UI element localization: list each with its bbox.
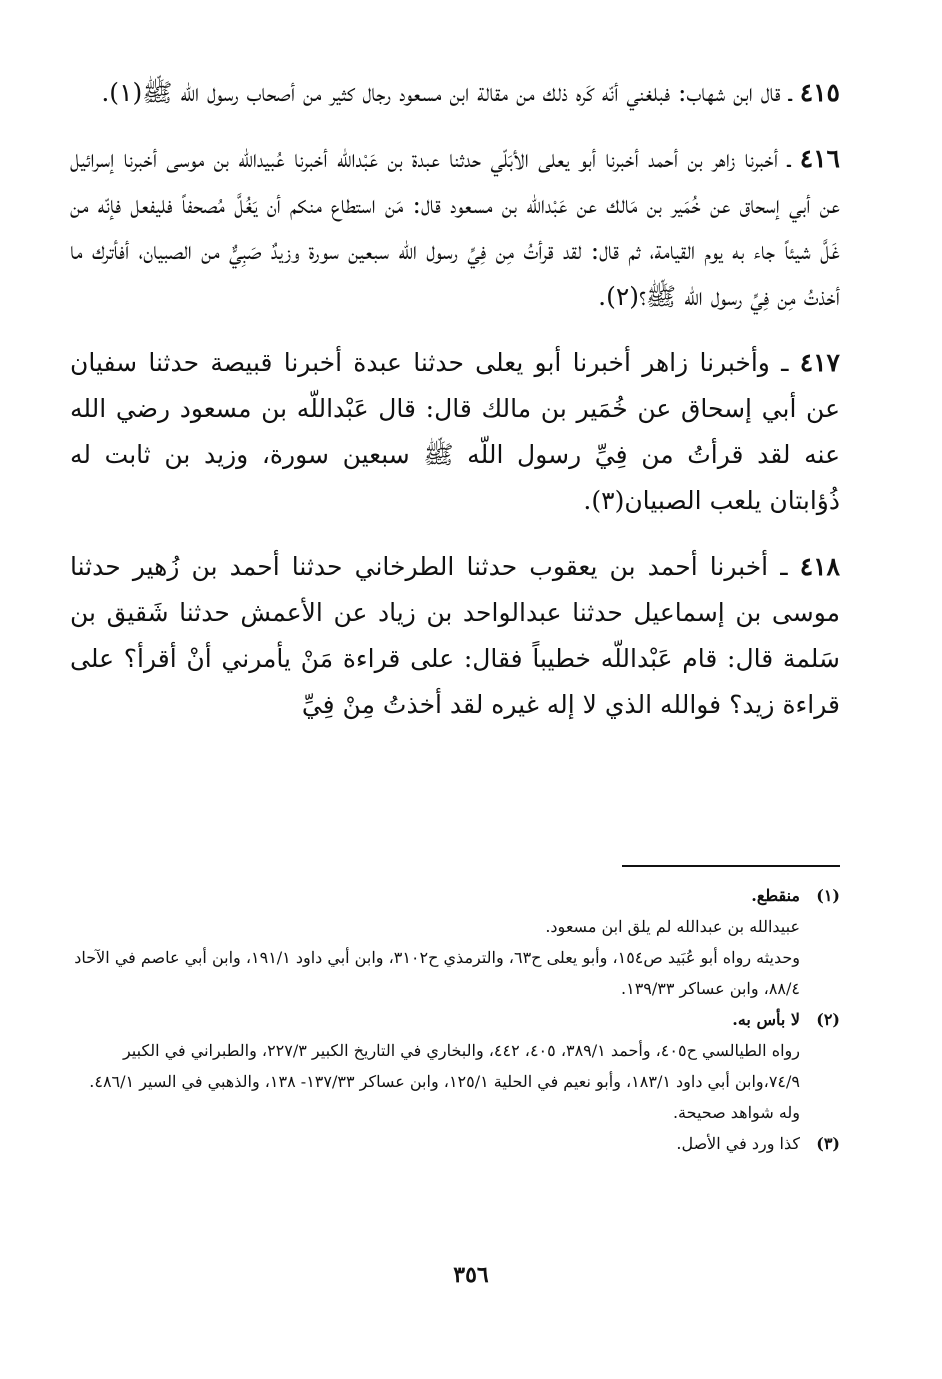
- paragraph-number: ٤١٥: [799, 78, 840, 107]
- page-content: [70, 70, 840, 1153]
- footnote-line: وله شواهد صحيحة.: [672, 1103, 800, 1122]
- footnote-1: [70, 880, 840, 1004]
- footnote-divider: [622, 865, 840, 867]
- footnote-body: [70, 880, 800, 1004]
- footnote-body: [70, 1128, 800, 1159]
- paragraph-text: ـ قال ابن شهاب: فبلغني أنّه كَره ذلك من مقالة ابن مسعود رجال كثير من أصحاب رسول اللّه ﷺ(١).: [101, 78, 800, 107]
- footnote-line: وحديثه رواه أبو عُبَيد ص١٥٤، وأبو يعلى ح٦٣، والترمذي ح٣١٠٢، وابن أبي داود ١٩١/١، وابن أبي عاصم في الآحاد ٨٨/٤، وابن عساكر ١٣٩/٣٣.: [74, 948, 800, 998]
- footnote-line: كذا ورد في الأصل.: [676, 1134, 800, 1153]
- paragraph-417: [70, 340, 840, 524]
- paragraph-415: [70, 70, 840, 116]
- footnotes: [70, 880, 840, 1159]
- footnote-lead: منقطع.: [751, 886, 800, 905]
- footnote-2: [70, 1004, 840, 1128]
- paragraph-text: ـ وأخبرنا زاهر أخبرنا أبو يعلى حدثنا عبدة أخبرنا قبيصة حدثنا سفيان عن أبي إسحاق عن خُمَير بن مالك قال: قال عَبْداللّه بن مسعود رضي الله عنه لقد قرأتُ من فِيِّ رسول اللّه ﷺ سبعين سورة، وزيد بن ثابت له ذُؤابتان يلعب الصبيان(٣).: [70, 348, 840, 515]
- paragraph-text: ـ أخبرنا زاهر بن أحمد أخبرنا أبو يعلى الأبَلّي حدثنا عبدة بن عَبْداللّه أخبرنا عُبيداللّه بن موسى أخبرنا إسرائيل عن أبي إسحاق عن خُمَير بن مَالك عن عَبْداللّه بن مسعود قال: مَن استطاع منكم أن يَغُلَّ مُصحفاً فليفعل فإنّه من غَلَّ شيئاً جاء به يوم القيامة، ثم قال: لقد قرأتُ مِن فِيِّ رسول الله سبعين سورة وزيدٌ صَبِيٌّ من الصبيان، أفأترك ما أخذتُ مِن فِيِّ رسول اللّه ﷺ؟(٢).: [70, 144, 840, 311]
- footnote-marker: (٢): [816, 1010, 840, 1029]
- paragraph-number: ٤١٨: [799, 552, 840, 581]
- footnote-3: [70, 1128, 840, 1159]
- footnote-line: عبيدالله بن عبدالله لم يلق ابن مسعود.: [545, 917, 800, 936]
- paragraph-416: [70, 136, 840, 320]
- footnote-lead: لا بأس به.: [732, 1010, 800, 1029]
- paragraph-number: ٤١٧: [799, 348, 840, 377]
- page-number: ٣٥٦: [453, 1262, 489, 1288]
- footnote-marker: (٣): [816, 1134, 840, 1153]
- paragraph-number: ٤١٦: [799, 144, 840, 173]
- paragraph-text: ـ أخبرنا أحمد بن يعقوب حدثنا الطرخاني حدثنا أحمد بن زُهير حدثنا موسى بن إسماعيل حدثنا عبدالواحد بن زياد عن الأعمش حدثنا شَقيق بن سَلمة قال: قام عَبْداللّه خطيباً فقال: على قراءة مَنْ يأمرني أنْ أقرأ؟ على قراءة زيد؟ فوالله الذي لا إله غيره لقد أخذتُ مِنْ فِيِّ: [70, 552, 840, 719]
- footnote-line: رواه الطيالسي ح٤٠٥، وأحمد ٣٨٩/١، ٤٠٥، ٤٤٢، والبخاري في التاريخ الكبير ٢٢٧/٣، والطبراني في الكبير ٧٤/٩،وابن أبي داود ١٨٣/١، وأبو نعيم في الحلية ١٢٥/١، وابن عساكر ١٣٧/٣٣- ١٣٨، والذهبي في السير ٤٨٦/١.: [89, 1041, 800, 1091]
- paragraph-418: [70, 544, 840, 728]
- footnote-body: [70, 1004, 800, 1128]
- footnote-marker: (١): [816, 886, 840, 905]
